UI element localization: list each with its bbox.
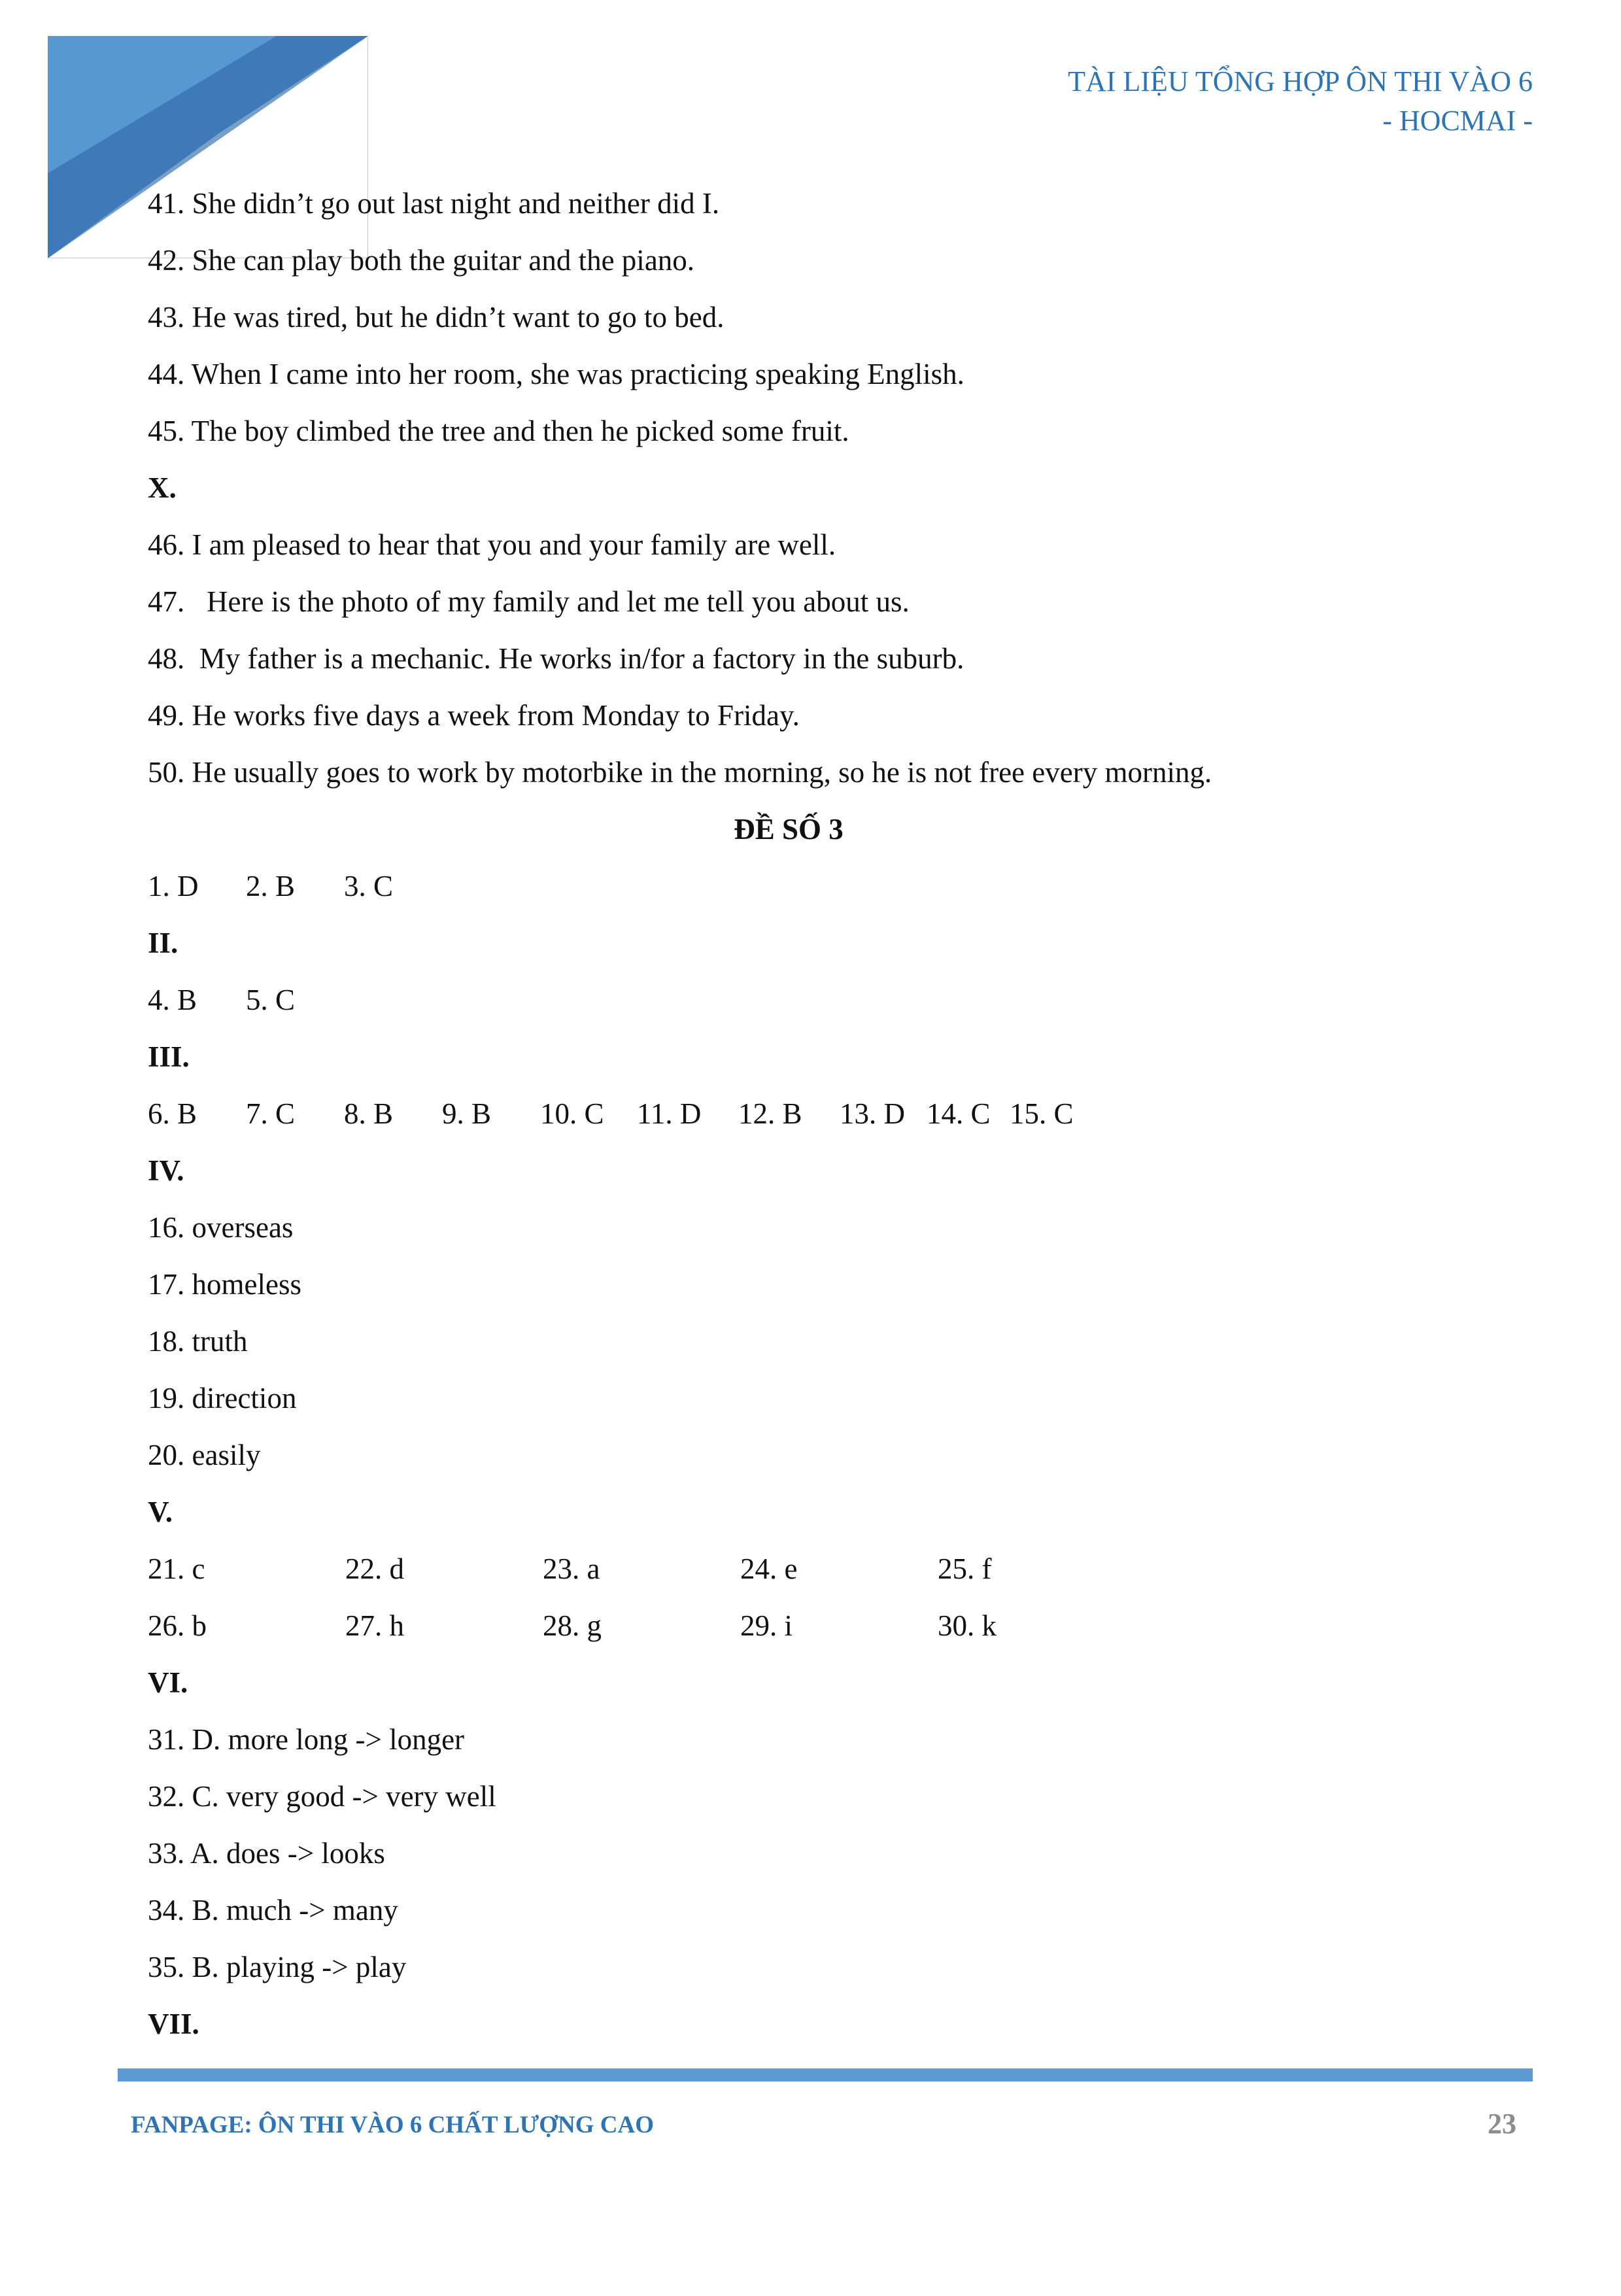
answer-18: 18. truth bbox=[148, 1325, 248, 1358]
footer-divider bbox=[118, 2068, 1533, 2082]
answer-17: 17. homeless bbox=[148, 1268, 301, 1301]
section-heading-iv: IV. bbox=[148, 1154, 184, 1187]
answer-6: 6. B bbox=[148, 1097, 197, 1130]
section-heading-x: X. bbox=[148, 471, 177, 504]
section-heading-v: V. bbox=[148, 1496, 173, 1528]
part-ii-answers bbox=[148, 972, 1521, 1029]
answer-2: 2. B bbox=[246, 870, 296, 902]
answer-23: 23. a bbox=[543, 1552, 600, 1585]
answer-5: 5. C bbox=[246, 984, 296, 1016]
answer-8: 8. B bbox=[344, 1097, 394, 1130]
answer-48: 48. My father is a mechanic. He works in/for a factory in the suburb. bbox=[148, 642, 964, 675]
answer-20: 20. easily bbox=[148, 1439, 261, 1471]
answer-49: 49. He works five days a week from Monday to Friday. bbox=[148, 699, 800, 732]
answer-29: 29. i bbox=[740, 1609, 793, 1642]
answer-46: 46. I am pleased to hear that you and your family are well. bbox=[148, 528, 836, 561]
answer-44: 44. When I came into her room, she was practicing speaking English. bbox=[148, 358, 964, 390]
answer-1: 1. D bbox=[148, 870, 199, 902]
answer-21: 21. c bbox=[148, 1552, 205, 1585]
part-i-answers bbox=[148, 858, 1521, 915]
section-heading-vii: VII. bbox=[148, 2008, 199, 2040]
answer-26: 26. b bbox=[148, 1609, 207, 1642]
answer-42: 42. She can play both the guitar and the piano. bbox=[148, 244, 695, 277]
footer-fanpage: FANPAGE: ÔN THI VÀO 6 CHẤT LƯỢNG CAO bbox=[131, 2112, 654, 2138]
answer-10: 10. C bbox=[540, 1097, 604, 1130]
section-heading-iii: III. bbox=[148, 1040, 190, 1073]
answer-13: 13. D bbox=[840, 1097, 905, 1130]
answer-4: 4. B bbox=[148, 984, 197, 1016]
answer-14: 14. C bbox=[927, 1097, 991, 1130]
answer-16: 16. overseas bbox=[148, 1211, 294, 1244]
answer-50: 50. He usually goes to work by motorbike in the morning, so he is not free every morning. bbox=[148, 756, 1212, 789]
answer-41: 41. She didn’t go out last night and neither did I. bbox=[148, 187, 720, 220]
answer-43: 43. He was tired, but he didn’t want to go to bed. bbox=[148, 301, 725, 334]
header bbox=[1068, 62, 1533, 141]
answer-3: 3. C bbox=[344, 870, 394, 902]
answer-30: 30. k bbox=[938, 1609, 997, 1642]
part-v-row-1 bbox=[148, 1541, 1521, 1598]
answer-32: 32. C. very good -> very well bbox=[148, 1780, 496, 1813]
answer-27: 27. h bbox=[345, 1609, 404, 1642]
section-heading-vi: VI. bbox=[148, 1666, 188, 1699]
header-subtitle: - HOCMAI - bbox=[1382, 105, 1533, 137]
answer-7: 7. C bbox=[246, 1097, 296, 1130]
answer-24: 24. e bbox=[740, 1552, 798, 1585]
section-heading-ii: II. bbox=[148, 927, 179, 959]
part-iii-answers bbox=[148, 1086, 1521, 1142]
answer-25: 25. f bbox=[938, 1552, 992, 1585]
answer-19: 19. direction bbox=[148, 1382, 297, 1414]
answer-28: 28. g bbox=[543, 1609, 602, 1642]
part-v-row-2 bbox=[148, 1598, 1521, 1654]
answer-35: 35. B. playing -> play bbox=[148, 1951, 407, 1983]
answer-31: 31. D. more long -> longer bbox=[148, 1723, 465, 1756]
answer-9: 9. B bbox=[442, 1097, 492, 1130]
header-title: TÀI LIỆU TỔNG HỢP ÔN THI VÀO 6 bbox=[1068, 65, 1533, 97]
answer-45: 45. The boy climbed the tree and then he picked some fruit. bbox=[148, 415, 849, 447]
answer-33: 33. A. does -> looks bbox=[148, 1837, 385, 1870]
answer-key-content bbox=[148, 175, 1521, 2053]
exam-title: ĐỀ SỐ 3 bbox=[734, 813, 844, 846]
answer-15: 15. C bbox=[1010, 1097, 1074, 1130]
answer-11: 11. D bbox=[637, 1097, 702, 1130]
answer-34: 34. B. much -> many bbox=[148, 1894, 398, 1927]
page-number: 23 bbox=[1488, 2108, 1516, 2140]
answer-47: 47. Here is the photo of my family and let me tell you about us. bbox=[148, 585, 910, 618]
answer-12: 12. B bbox=[738, 1097, 802, 1130]
answer-22: 22. d bbox=[345, 1552, 404, 1585]
